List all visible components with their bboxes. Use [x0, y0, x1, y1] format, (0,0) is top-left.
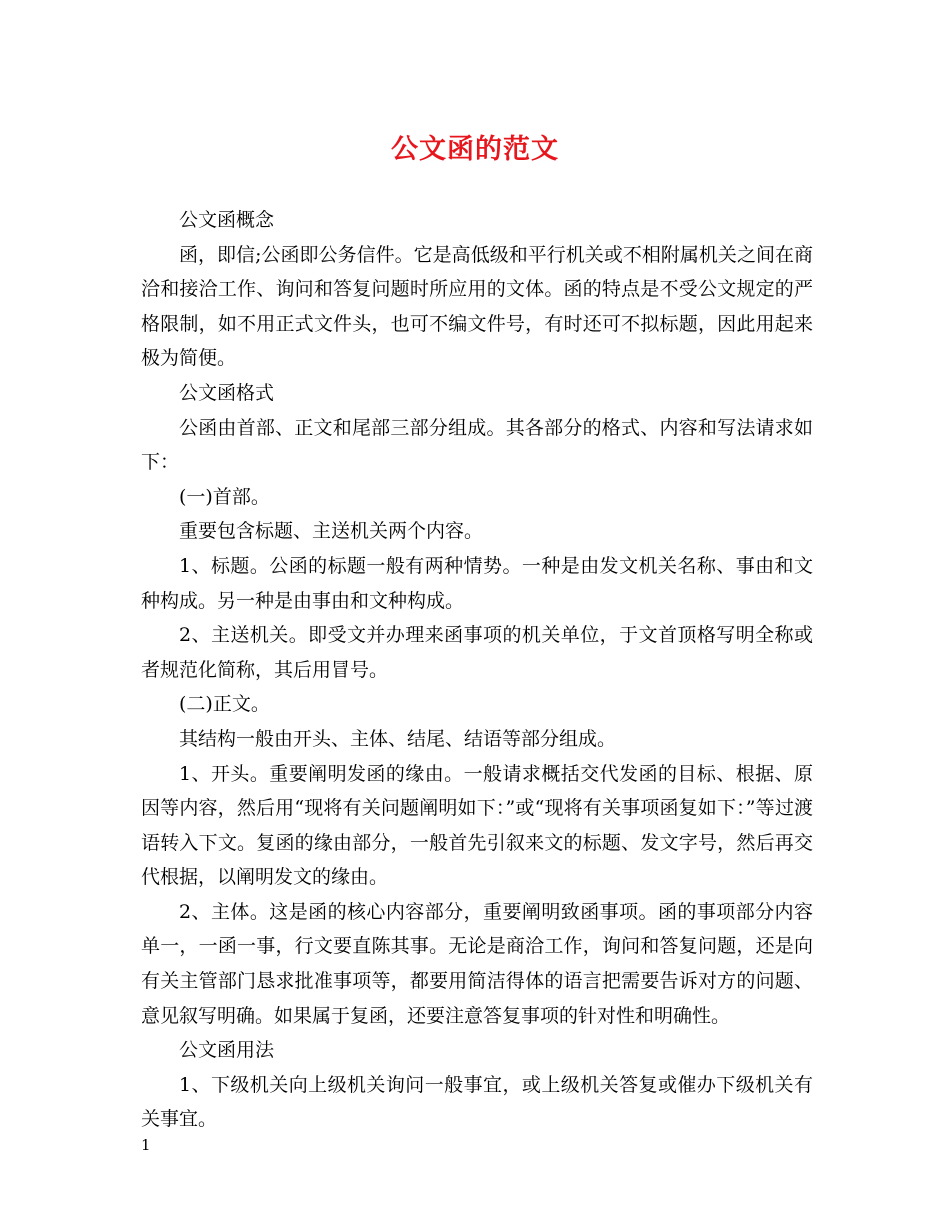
paragraph: (一)首部。 — [179, 485, 270, 508]
paragraph: 1、下级机关向上级机关询问一般事宜，或上级机关答复或催办下级机关有关事宜。 — [141, 1073, 813, 1131]
paragraph: 1、标题。公函的标题一般有两种情势。一种是由发文机关名称、事由和文种构成。另一种是由事由和文种构成。 — [141, 554, 813, 612]
paragraph: (二)正文。 — [179, 693, 270, 716]
document-body — [141, 203, 813, 1137]
paragraph: 2、主送机关。即受文并办理来函事项的机关单位，于文首顶格写明全称或者规范化简称，其后用冒号。 — [141, 624, 813, 681]
paragraph: 公文函概念 — [179, 209, 275, 231]
page-number: 1 — [141, 1136, 151, 1154]
paragraph: 函，即信;公函即公务信件。它是高低级和平行机关或不相附属机关之间在商洽和接洽工作、询问和答复问题时所应用的文体。函的特点是不受公文规定的严格限制，如不用正式文件头，也可不编文件号，有时还可不拟标题，因此用起来极为简便。 — [141, 243, 813, 370]
page-title: 公文函的范文 — [391, 134, 559, 165]
paragraph: 公文函格式 — [179, 381, 275, 404]
paragraph: 其结构一般由开头、主体、结尾、结语等部分组成。 — [179, 727, 617, 750]
paragraph: 2、主体。这是函的核心内容部分，重要阐明致函事项。函的事项部分内容单一，一函一事，行文要直陈其事。无论是商洽工作，询问和答复问题，还是向有关主管部门恳求批准事项等，都要用简洁得体的语言把需要告诉对方的问题、意见叙写明确。如果属于复函，还要注意答复事项的针对性和明确性。 — [141, 900, 813, 1027]
paragraph: 公函由首部、正文和尾部三部分组成。其各部分的格式、内容和写法请求如下： — [141, 416, 813, 474]
paragraph: 1、开头。重要阐明发函的缘由。一般请求概括交代发函的目标、根据、原因等内容，然后用“现将有关问题阐明如下：”或“现将有关事项函复如下：”等过渡语转入下文。复函的缘由部分，一般首先引叙来文的标题、发文字号，然后再交代根据，以阐明发文的缘由。 — [141, 762, 813, 889]
paragraph: 重要包含标题、主送机关两个内容。 — [179, 520, 484, 543]
paragraph: 公文函用法 — [179, 1039, 275, 1062]
